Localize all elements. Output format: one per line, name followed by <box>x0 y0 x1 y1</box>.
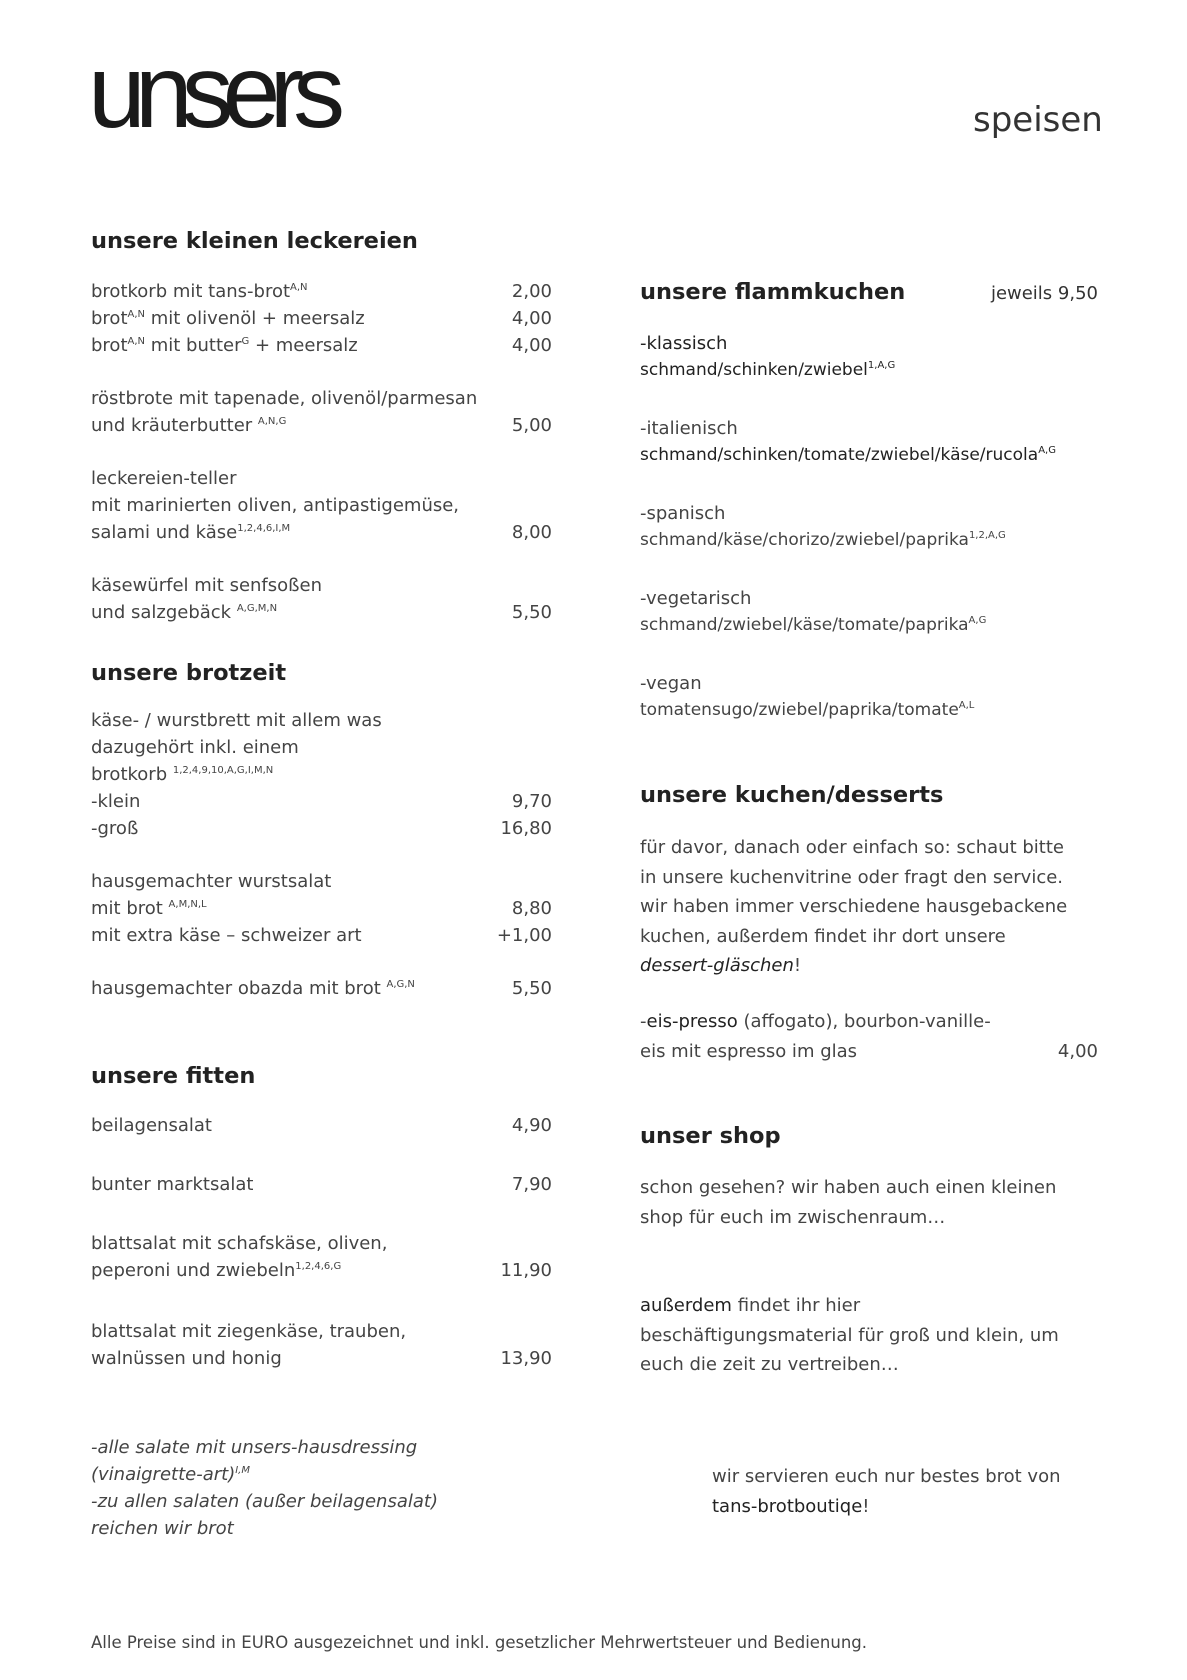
section-heading-desserts: unsere kuchen/desserts <box>640 782 944 808</box>
menu-item-brot-butter: brot$^{A,N}$ mit butter$^G$ + meersalz 4,00 <box>91 335 552 356</box>
flammkuchen-header <box>640 279 1098 307</box>
item-price: 2,00 <box>511 281 552 302</box>
menu-item-obazda: hausgemachter obazda mit brot $^{A,G,N}$ 5,50 <box>91 978 552 999</box>
menu-item-eis-presso: -eis-presso (affogato), bourbon-vanille- eis mit espresso im glas 4,00 <box>640 1011 1098 1062</box>
flammkuchen-vegetarisch: -vegetarisch schmand/zwiebel/käse/tomate/paprika$^{A,G}$ <box>640 588 987 635</box>
section-heading-flammkuchen: unsere flammkuchen <box>640 279 906 305</box>
section-heading-brotzeit: unsere brotzeit <box>91 660 287 686</box>
menu-item-brotkorb <box>91 278 552 359</box>
menu-item-kaesewuerfel: käsewürfel mit senfsoßen und salzgebäck $^{A,G,M,N}$ 5,50 <box>91 575 552 623</box>
item-name: brotkorb mit tans-brot$^{A,N}$ <box>91 281 308 302</box>
menu-item-wurstsalat: hausgemachter wurstsalat mit brot $^{A,M,N,L}$ 8,80 mit extra käse – schweizer art +1,00 <box>91 868 552 949</box>
price-disclaimer: Alle Preise sind in EURO ausgezeichnet und inkl. gesetzlicher Mehrwertsteuer und Bedienung. <box>91 1633 868 1652</box>
menu-item-leckereien-teller: leckereien-teller mit marinierten oliven, antipastigemüse, salami und käse$^{1,2,4,6,I,M}$ 8,00 <box>91 468 552 543</box>
section-heading-shop: unser shop <box>640 1123 781 1149</box>
menu-item-marktsalat: bunter marktsalat 7,90 <box>91 1174 552 1195</box>
desserts-description: für davor, danach oder einfach so: schaut bitte in unsere kuchenvitrine oder fragt den service. wir haben immer verschiedene hausgebackene kuchen, außerdem findet ihr dort unsere dessert-gläschen! <box>640 837 1068 976</box>
menu-item-schafskaese-salat: blattsalat mit schafskäse, oliven, peperoni und zwiebeln$^{1,2,4,6,G}$ 11,90 <box>91 1233 552 1281</box>
flammkuchen-vegan: -vegan tomatensugo/zwiebel/paprika/tomate$^{A,L}$ <box>640 673 975 720</box>
flammkuchen-italienisch: -italienisch schmand/schinken/tomate/zwiebel/käse/rucola$^{A,G}$ <box>640 418 1056 465</box>
flammkuchen-spanisch: -spanisch schmand/käse/chorizo/zwiebel/paprika$^{1,2,A,G}$ <box>640 503 1006 550</box>
menu-item-brot-olivenoel: brot$^{A,N}$ mit olivenöl + meersalz 4,00 <box>91 308 552 329</box>
section-heading-leckereien: unsere kleinen leckereien <box>91 228 418 254</box>
menu-item-brett: käse- / wurstbrett mit allem was dazugehört inkl. einem brotkorb $^{1,2,4,9,10,A,G,I,M,N}$ -klein 9,70 -groß 16,80 <box>91 707 552 842</box>
menu-item-beilagensalat: beilagensalat 4,90 <box>91 1115 552 1136</box>
section-heading-fitten: unsere fitten <box>91 1063 256 1089</box>
flammkuchen-price-note: jeweils 9,50 <box>990 283 1098 304</box>
salad-note: -alle salate mit unsers-hausdressing (vinaigrette-art)$^{I,M}$ -zu allen salaten (außer beilagensalat) reichen wir brot <box>91 1437 438 1539</box>
flammkuchen-klassisch: -klassisch schmand/schinken/zwiebel$^{1,A,G}$ <box>640 333 896 380</box>
brand-logo: unsers <box>88 34 335 150</box>
menu-item-ziegenkaese-salat: blattsalat mit ziegenkäse, trauben, walnüssen und honig 13,90 <box>91 1321 552 1369</box>
size-small: -klein 9,70 <box>91 791 552 812</box>
shop-extra: außerdem findet ihr hier beschäftigungsmaterial für groß und klein, um euch die zeit zu vertreiben… <box>640 1295 1059 1375</box>
size-large: -groß 16,80 <box>91 818 552 839</box>
extra-option: mit extra käse – schweizer art +1,00 <box>91 925 552 946</box>
page-title: speisen <box>973 100 1103 140</box>
shop-description: schon gesehen? wir haben auch einen kleinen shop für euch im zwischenraum… <box>640 1177 1057 1228</box>
bread-note: wir servieren euch nur bestes brot von tans-brotboutiqe! <box>712 1466 1061 1517</box>
menu-item-roestbrote: röstbrote mit tapenade, olivenöl/parmesan und kräuterbutter $^{A,N,G}$ 5,00 <box>91 388 552 436</box>
